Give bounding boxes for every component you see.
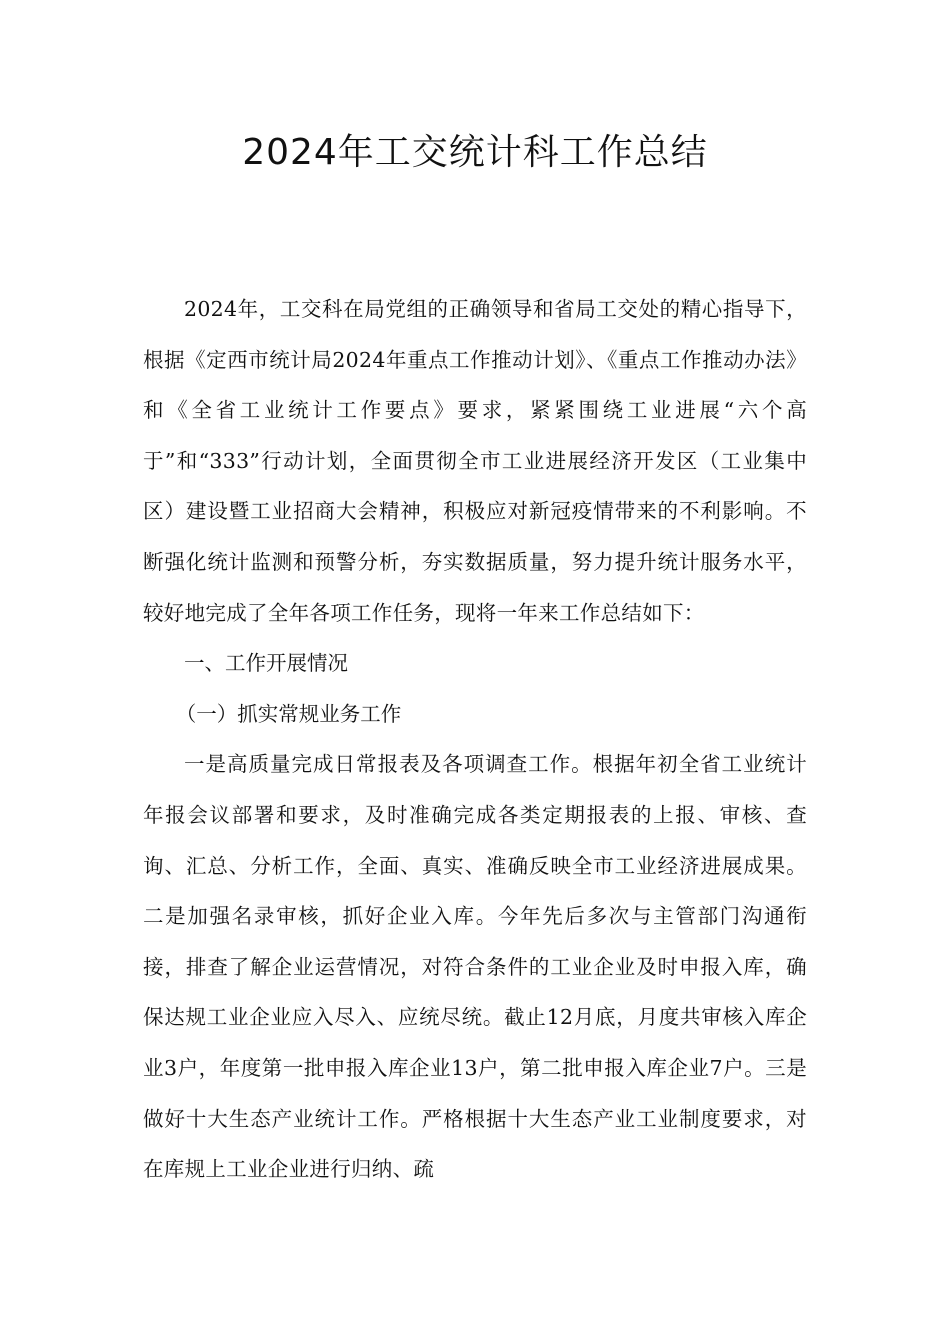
document-title: 2024年工交统计科工作总结 (242, 132, 708, 173)
document-body (143, 284, 807, 1195)
section-heading: 一、工作开展情况 (184, 651, 348, 676)
subsection-heading: （一）抓实常规业务工作 (175, 701, 402, 726)
section-paragraph: 一是高质量完成日常报表及各项调查工作。根据年初全省工业统计年报会议部署和要求，及时准确完成各类定期报表的上报、审核、查询、汇总、分析工作，全面、真实、准确反映全市工业经济进展成果。二是加强名录审核，抓好企业入库。今年先后多次与主管部门沟通衔接，排查了解企业运营情况，对符合条件的工业企业及时申报入库，确保达规工业企业应入尽入、应统尽统。截止12月底，月度共审核入库企业3户，年度第一批申报入库企业13户，第二批申报入库企业7户。三是做好十大生态产业统计工作。严格根据十大生态产业工业制度要求，对在库规上工业企业进行归纳、疏 (143, 752, 807, 1182)
intro-paragraph: 2024年，工交科在局党组的正确领导和省局工交处的精心指导下，根据《定西市统计局2024年重点工作推动计划》、《重点工作推动办法》和《全省工业统计工作要点》要求，紧紧围绕工业进展“六个高于”和“333”行动计划，全面贯彻全市工业进展经济开发区（工业集中区）建设暨工业招商大会精神，积极应对新冠疫情带来的不利影响。不断强化统计监测和预警分析，夯实数据质量，努力提升统计服务水平，较好地完成了全年各项工作任务，现将一年来工作总结如下： (143, 297, 807, 625)
